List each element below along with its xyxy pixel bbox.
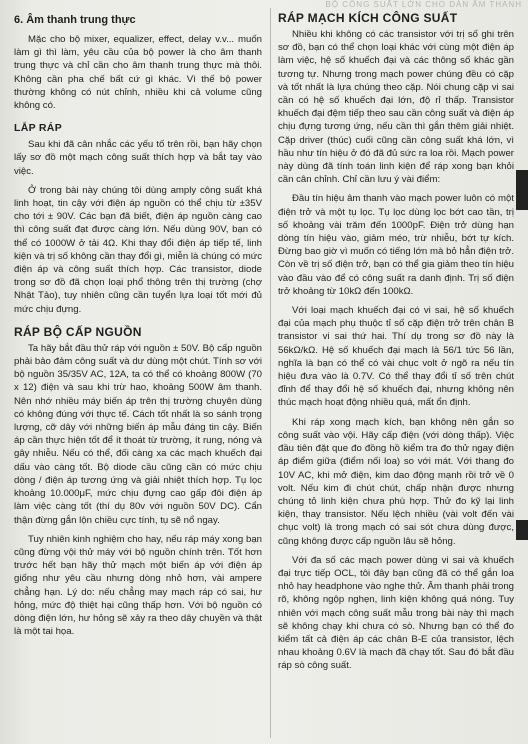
rap-bo-paragraph-2: Tuy nhiên kinh nghiệm cho hay, nếu ráp máy xong bạn cũng đừng vội thử máy với bộ nguồn chính trên. Tốt hơn trước hết bạn hãy thử mạch một biến áp với điện áp giống như yêu cầu nhưng dòng nhỏ hơn, vài ampere chẳng hạn. Lý do: nếu chẳng may mạch ráp có sai, hư hỏng, mức độ thiệt hại cũng thấp hơn. Với bộ nguồn có dòng điện lớn, hư hỏng sẽ xảy ra theo dây chuyền và thật là một tai họa.	[14, 533, 262, 638]
right-paragraph-4: Khi ráp xong mạch kích, bạn không nên gắn so công suất vào vội. Hãy cấp điện (với dòng thấp). Việc đầu tiên đặt que đo đồng hồ kiểm tra đo thử ngay điện áp điểm giữa (điểm nối loa) so với mát. Với thang đo 10V AC, khi mở điện, kim dao động mạnh rồi trở về 0 volt. Nếu kim đi chút chút, chấp nhận được nhưng chúng tỏ linh kiện chưa phù hợp. Thử đo kỹ lại linh kiện, thay transistor. Nếu lệch nhiều (vài volt đến vài chục volt) là trong mạch có sai sót chưa dùng được, cũng không được cấp nguồn lâu sẽ hỏng.	[278, 416, 514, 547]
heading-rap-mach-kich: RÁP MẠCH KÍCH CÔNG SUẤT	[278, 11, 458, 25]
heading-lap-rap: LẮP RÁP	[14, 122, 62, 135]
column-divider	[270, 8, 271, 738]
right-paragraph-2: Đầu tín hiệu âm thanh vào mạch power luôn có một điện trở và một tụ lọc. Tụ lọc dùng lọc bớt cao tần, trị số khoảng vài trăm đến 1000pF. Điện trở dùng hạn dòng tín hiệu vào, giảm méo, trừ nhiễu, bớt tự kích. Đừng bao giờ vì muốn có tiếng lớn mà bỏ hẳn điện trở. Còn về trị số điện trở, bạn có thể gia giảm theo tín hiệu vào đầu vào để có công suất ra danh định. Trị số điện trở khoảng từ 10kΩ đến 100kΩ.	[278, 193, 514, 297]
right-paragraph-1: Nhiều khi không có các transistor với trị số ghi trên sơ đồ, bạn có thể chọn loại khác với cùng một điện áp làm việc, hệ số khuếch đại và các thông số khác gần tương tự. Nhưng trong mạch power chúng đều có cặp và tốt nhất là lựa chúng theo cặp. Nói chung cặp vi sai cần có hệ số khuếch đại lớn, độ rỉ thấp. Transistor khuếch đại đệm tiếp theo sau cần công suất và điện áp chịu đựng tương ứng, nếu cần thì gắn thêm giải nhiệt. Cặp driver (thúc) cuối cũng cần công suất khá lớn, vì hầu như tín hiệu ở đó đã đủ sức ra loa rồi. Mạch power này dùng đã tính toán linh kiện để ráp xong bạn khỏi cần cân chỉnh. Chỉ cần lưu ý vài điểm:	[278, 29, 514, 186]
edge-tab-marker-lower	[516, 520, 528, 540]
rap-bo-paragraph-1: Ta hãy bắt đầu thử ráp với nguồn ± 50V. Bộ cấp nguồn phải bảo đảm công suất và dư dùng một chút. Tính sơ với bộ nguồn 35/35V AC, 12A, ta có thể có khoảng 800W (70 x 12) điện và sau khi trừ hao, khoảng 500W âm thanh. Nên nhớ nhiều máy biến áp trên thị trường chuyên dùng có không đúng với thực tế. Cách tốt nhất là so sánh trọng lượng, cỡ dây với những biến áp mẫu đáng tin cậy. Biến áp cần thực hiện tốt để ít thoát từ trường, ít rung, nóng và gây nhiễu. Nếu có thể, đối càng xa các mạch khuếch đại dấu vào càng tốt. Bộ diode cầu cũng cần có mức chịu dòng / điện áp tương ứng và giải nhiệt thích hợp. Tụ lọc khoảng 10.000μF, mức chịu đựng cao gấp đôi điện áp làm việc càng tốt (thí dụ 80v với nguồn 50V DC). Cẩn thận đừng gắn lộn chiều cực tính, tụ sẽ nổ ngay.	[14, 342, 262, 526]
right-paragraph-3: Với loại mạch khuếch đại có vi sai, hệ số khuếch đại của mạch phụ thuộc tỉ số cặp điện trở trên chân B transistor vi sai thứ hai. Thí dụ trong sơ đồ này là 56kΩ/kΩ. Hệ số khuếch đại mạch là 56/1 tức 56 lần, nghĩa là bạn có thể có vài chục volt ở ngõ ra nếu tín hiệu đưa vào là 0.7V. Có thể thay đổi tỉ số trên chút đỉnh để thay đổi hệ số khuếch đại, nhưng không nên thúc mạch hoạt động nhiều quá, mất ổn định.	[278, 305, 514, 409]
edge-tab-marker	[516, 170, 528, 210]
intro-paragraph: Mặc cho bộ mixer, equalizer, effect, delay v.v... muốn làm gì thì làm, yêu cầu của bộ power là cho âm thanh trung thực và chỉ cần cho âm thanh trung thực mà thôi. Không cần pha chế bất cứ gì khác. Vì thế bộ power thường không có nút chỉnh, nhiều khi cả volume cũng không có.	[14, 34, 262, 112]
left-column	[14, 14, 262, 644]
right-column	[278, 12, 514, 679]
heading-rap-bo-cap-nguon: RÁP BỘ CẤP NGUỒN	[14, 324, 142, 339]
lap-rap-paragraph-2: Ở trong bài này chúng tôi dùng amply công suất khá linh hoạt, tin cậy với điện áp nguồn có thể chịu từ ±35V cho tới ± 90V. Các bạn đã biết, điện áp nguồn càng cao thì công suất đạt được càng lớn. Nếu dùng 90V, bạn có thể có 1000W ở tải 4Ω. Khi thay đổi điện áp tiếp tế, linh kiện và trị số không cần thay đổi gì, miễn là chúng có mức điện áp và công suất thích hợp. Các transistor, diode trong sơ đồ đã chọn loại phổ thông trên thị trường (chợ Nhật Tảo), tuy nhiên cũng cần tuyển lựa loại tốt mới đủ mức chịu đựng.	[14, 184, 262, 315]
section-title: 6. Âm thanh trung thực	[14, 14, 136, 26]
right-paragraph-5: Với đa số các mạch power dùng vi sai và khuếch đại trực tiếp OCL, tôi đây bạn cũng đã có thể gắn loa nhỏ hay headphone vào nghe thử. Âm thanh phải trong rõ, không ngộp nghẹn, linh kiện không quá nóng. Tuy nhiên với mạch công suất mẫu trong bài này thì mạch sẽ không chạy khi chưa có sò. Nhưng bạn có thể đo kiểm tất cả điện áp các chân B-E của transistor, lệch nhau khoảng 0.6V là mạch đã chạy tốt. Sau đó bắt đầu ráp sò công suất.	[278, 554, 514, 672]
lap-rap-paragraph-1: Sau khi đã cân nhắc các yếu tố trên rồi, bạn hãy chọn lấy sơ đồ một mạch công suất thích hợp và bắt tay vào việc.	[14, 139, 262, 177]
faded-page-header: BỘ CÔNG SUẤT LỚN CHO DÀN ÂM THANH	[325, 0, 522, 9]
